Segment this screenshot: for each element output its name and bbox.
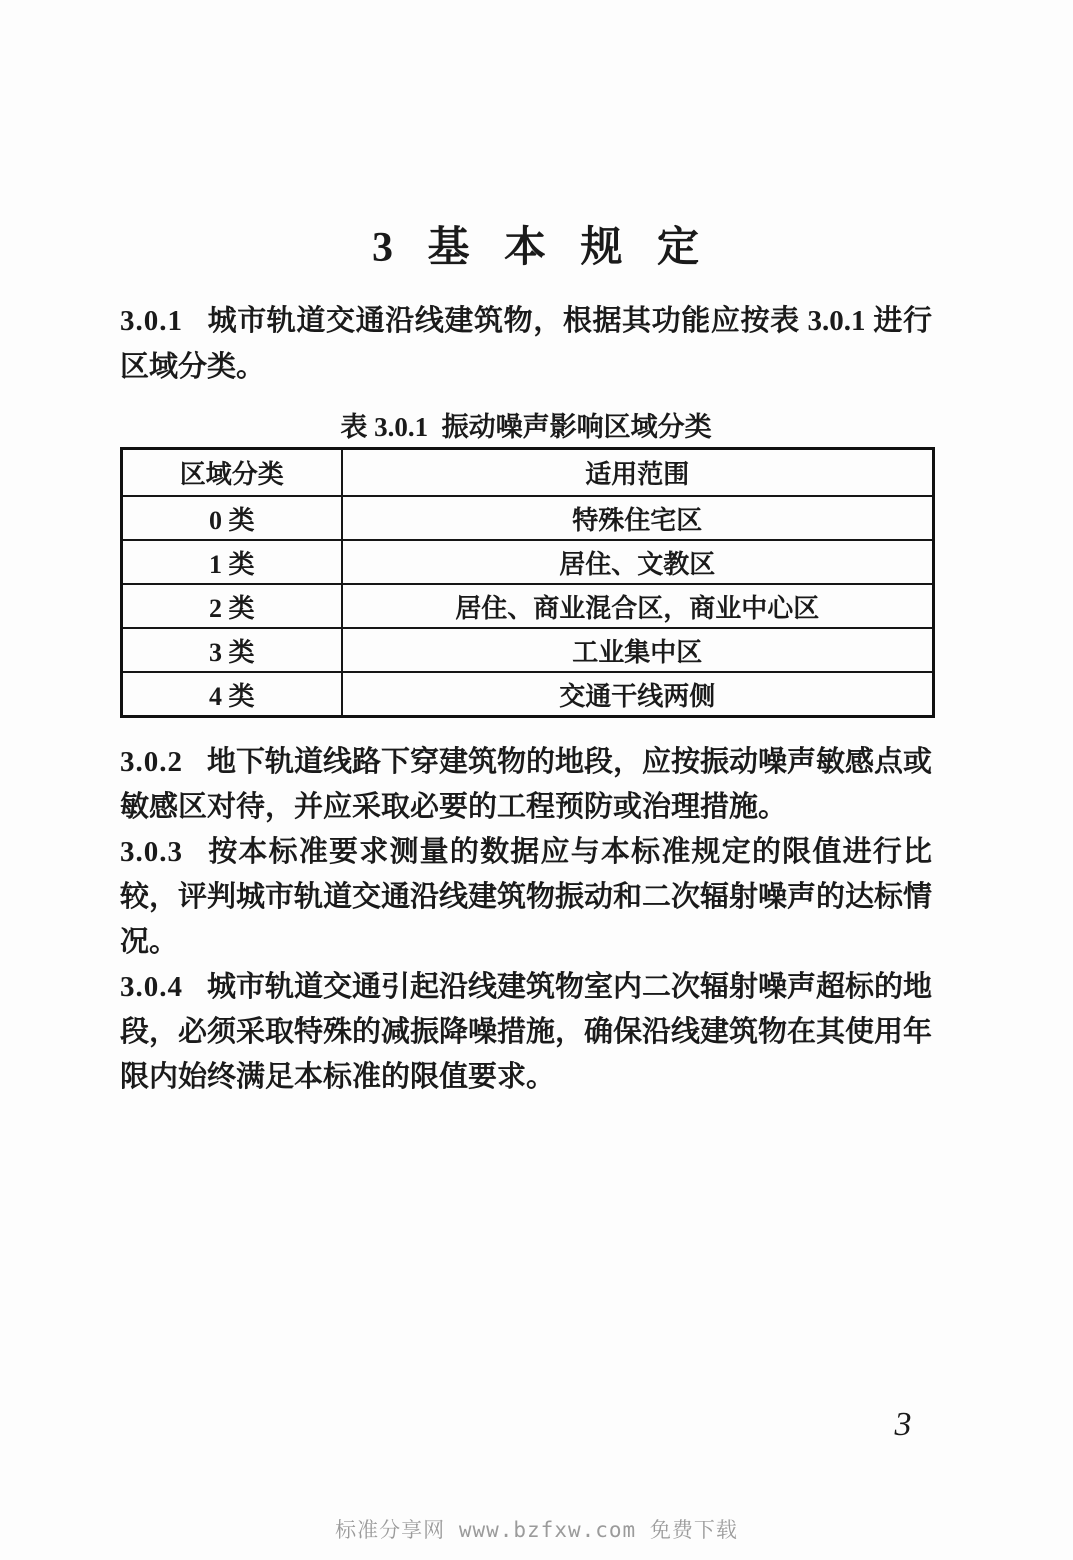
clause-3-0-2 bbox=[120, 740, 932, 830]
clause-3-0-4 bbox=[120, 965, 932, 1100]
clause-number: 3.0.2 bbox=[120, 746, 183, 778]
clause-3-0-3 bbox=[120, 830, 932, 965]
table-caption: 表 3.0.1 振动噪声影响区域分类 bbox=[340, 412, 712, 442]
table-row bbox=[122, 540, 934, 584]
table-row bbox=[122, 584, 934, 628]
table-header-row bbox=[122, 449, 934, 497]
zone-classification-table bbox=[120, 447, 935, 718]
clause-text: 地下轨道线路下穿建筑物的地段，应按振动噪声敏感点或敏感区对待，并应采取必要的工程预防或治理措施。 bbox=[120, 746, 933, 823]
table-cell-zone: 4 类 bbox=[122, 672, 342, 717]
table-header-cell-zone: 区域分类 bbox=[122, 449, 342, 497]
table-cell-zone: 1 类 bbox=[122, 540, 342, 584]
watermark-footer: 标准分享网 www.bzfxw.com 免费下载 bbox=[335, 1518, 738, 1542]
table-cell-scope: 交通干线两侧 bbox=[342, 672, 934, 717]
table-cell-zone: 2 类 bbox=[122, 584, 342, 628]
clause-number: 3.0.1 bbox=[120, 305, 183, 337]
clause-3-0-1 bbox=[120, 298, 932, 390]
table-cell-scope: 特殊住宅区 bbox=[342, 496, 934, 540]
table-row bbox=[122, 628, 934, 672]
table-cell-scope: 工业集中区 bbox=[342, 628, 934, 672]
table-cell-zone: 0 类 bbox=[122, 496, 342, 540]
table-cell-zone: 3 类 bbox=[122, 628, 342, 672]
clause-text: 城市轨道交通引起沿线建筑物室内二次辐射噪声超标的地段，必须采取特殊的减振降噪措施，确保沿线建筑物在其使用年限内始终满足本标准的限值要求。 bbox=[120, 971, 933, 1093]
page-number: 3 bbox=[894, 1406, 912, 1443]
chapter-title: 3 基 本 规 定 bbox=[371, 225, 701, 272]
clause-text: 城市轨道交通沿线建筑物，根据其功能应按表 3.0.1 进行区域分类。 bbox=[120, 305, 932, 383]
clause-number: 3.0.3 bbox=[120, 836, 183, 868]
table-row bbox=[122, 496, 934, 540]
clause-number: 3.0.4 bbox=[120, 971, 183, 1003]
table-cell-scope: 居住、商业混合区，商业中心区 bbox=[342, 584, 934, 628]
table-row bbox=[122, 672, 934, 717]
table-header-cell-scope: 适用范围 bbox=[342, 449, 934, 497]
clause-body-flow bbox=[120, 740, 932, 1100]
clause-text: 按本标准要求测量的数据应与本标准规定的限值进行比较，评判城市轨道交通沿线建筑物振动和二次辐射噪声的达标情况。 bbox=[120, 836, 933, 958]
table-cell-scope: 居住、文教区 bbox=[342, 540, 934, 584]
